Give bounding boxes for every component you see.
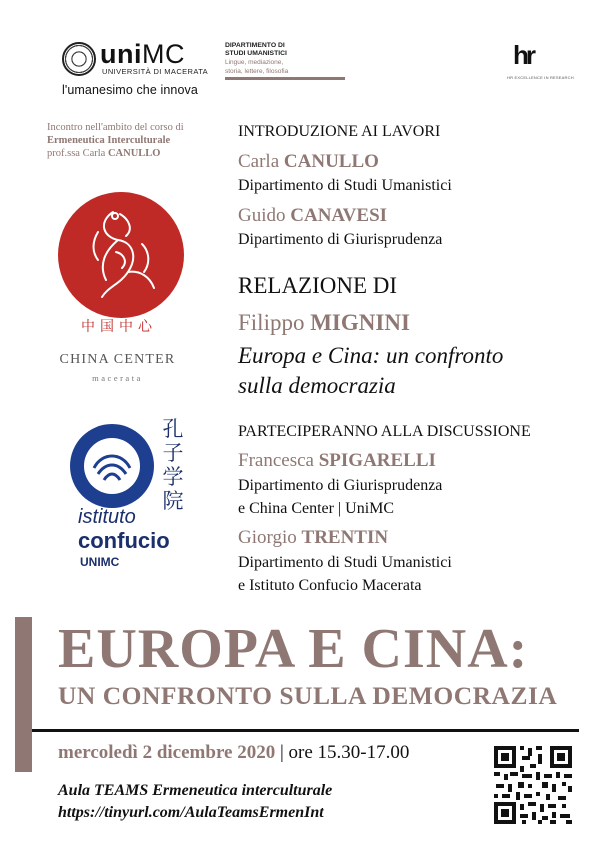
phoenix-icon	[58, 192, 184, 318]
speaker-last-name: CANULLO	[283, 151, 379, 172]
china-center-city: macerata	[92, 373, 143, 383]
relatore-name	[238, 310, 410, 336]
event-datetime	[58, 742, 409, 764]
banner-divider	[32, 729, 579, 732]
speaker-first-name: Carla	[238, 151, 284, 172]
speaker-first-name: Guido	[238, 205, 291, 226]
speaker-name	[238, 205, 387, 227]
talk-title-line2: sulla democrazia	[238, 373, 396, 398]
discussant-affiliation: e China Center | UniMC	[238, 500, 395, 517]
discussant-last-name: SPIGARELLI	[318, 450, 436, 471]
course-intro	[47, 121, 227, 160]
discussant-affiliation: Dipartimento di Giurisprudenza	[238, 477, 443, 494]
confucius-dove-icon	[84, 438, 140, 494]
china-center-emblem-icon	[58, 192, 184, 318]
discussant-affiliation: e Istituto Confucio Macerata	[238, 577, 422, 594]
confucio-unimc: UNIMC	[80, 555, 120, 569]
china-center-name: CHINA CENTER	[59, 352, 176, 367]
discussant-name	[238, 450, 436, 472]
relatore-first-name: Filippo	[238, 310, 311, 335]
event-title: EUROPA E CINA:	[58, 618, 529, 680]
discussant-name	[238, 527, 388, 549]
unimc-logo	[62, 39, 212, 100]
istituto-confucio-logo	[70, 412, 190, 582]
hr-mark: hr	[513, 40, 533, 70]
dept-line1: DIPARTIMENTO DI	[225, 42, 285, 49]
relatore-last-name: MIGNINI	[310, 310, 410, 335]
discussant-affiliation: Dipartimento di Studi Umanistici	[238, 554, 452, 571]
unimc-wordmark	[100, 39, 185, 70]
discussion-section-label: PARTECIPERANNO ALLA DISCUSSIONE	[238, 423, 531, 440]
qr-code-graphic	[492, 744, 574, 826]
hr-subtitle: HR EXCELLENCE IN RESEARCH	[507, 75, 574, 80]
event-venue: Aula TEAMS Ermeneutica interculturale	[58, 782, 333, 799]
relazione-label: RELAZIONE DI	[238, 273, 398, 298]
banner-accent-bar	[15, 617, 32, 772]
unimc-word-rest: MC	[142, 39, 185, 69]
course-intro-line: Incontro nell'ambito del corso di	[47, 122, 184, 133]
china-center-chinese: 中国中心	[81, 319, 157, 335]
professor-surname: CANULLO	[107, 148, 161, 159]
discussant-first-name: Giorgio	[238, 527, 302, 548]
istituto-word: istituto	[78, 506, 136, 528]
department-logo	[225, 42, 350, 76]
course-professor	[47, 147, 227, 160]
university-seal-icon	[62, 42, 96, 76]
unimc-subtitle: UNIVERSITÀ DI MACERATA	[102, 67, 209, 76]
talk-title-line1: Europa e Cina: un confronto	[238, 343, 504, 368]
discussant-first-name: Francesca	[238, 450, 319, 471]
confucius-chinese: 孔子学院	[162, 417, 184, 513]
speaker-name	[238, 151, 379, 173]
event-time: ore 15.30-17.00	[288, 742, 410, 763]
unimc-tagline: l'umanesimo che innova	[62, 83, 198, 97]
unimc-word-bold: uni	[100, 39, 142, 69]
dept-desc2: storia, lettere, filosofia	[225, 68, 289, 75]
hr-excellence-logo	[507, 40, 574, 80]
event-date: mercoledì 2 dicembre 2020	[58, 742, 276, 763]
datetime-separator: |	[275, 742, 289, 763]
course-name-text: Ermeneutica Interculturale	[47, 135, 171, 146]
intro-section-label: INTRODUZIONE AI LAVORI	[238, 123, 441, 140]
confucio-word: confucio	[78, 528, 170, 553]
discussant-last-name: TRENTIN	[301, 527, 389, 548]
course-name	[47, 134, 227, 147]
confucius-globe-inner	[84, 438, 140, 494]
dept-desc1: Lingue, mediazione,	[225, 59, 284, 66]
speaker-affiliation: Dipartimento di Giurisprudenza	[238, 231, 443, 248]
event-subtitle: UN CONFRONTO SULLA DEMOCRAZIA	[58, 681, 558, 710]
professor-prefix: prof.ssa Carla	[47, 148, 108, 159]
dept-line2: STUDI UMANISTICI	[225, 50, 287, 57]
dept-underline	[225, 77, 345, 80]
qr-code-icon[interactable]	[492, 744, 574, 826]
speaker-last-name: CANAVESI	[290, 205, 388, 226]
event-link[interactable]: https://tinyurl.com/AulaTeamsErmenInt	[58, 804, 324, 821]
speaker-affiliation: Dipartimento di Studi Umanistici	[238, 177, 452, 194]
